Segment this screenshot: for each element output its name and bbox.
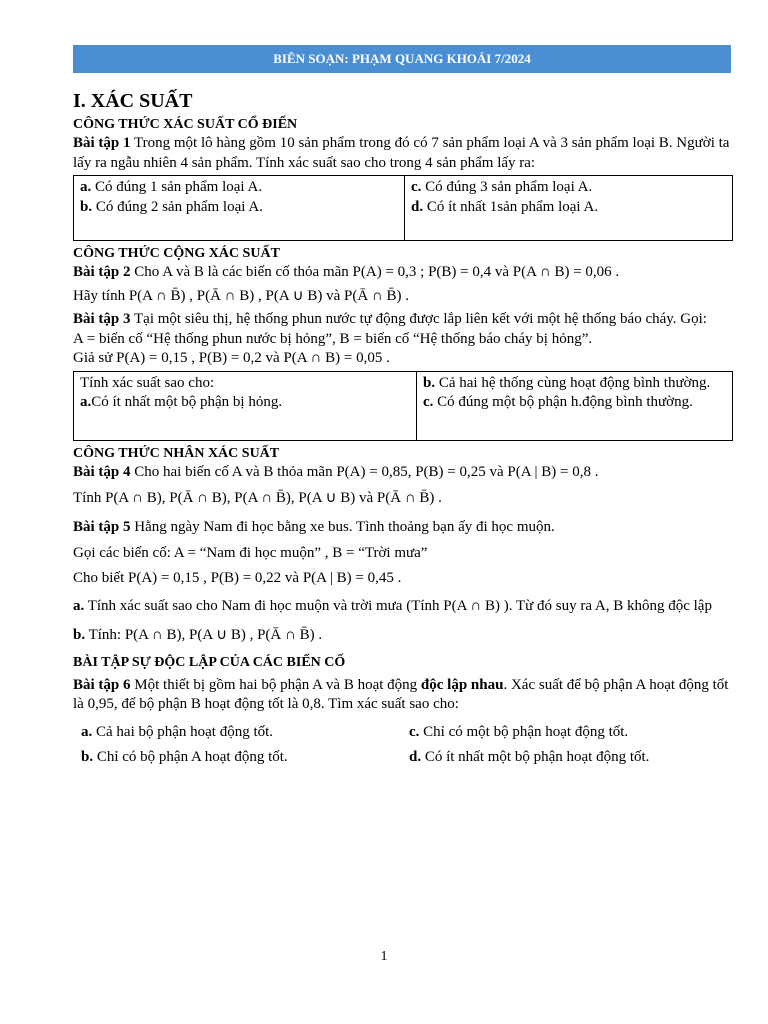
exercise-6-text-pre: Một thiết bị gồm hai bộ phận A và B hoạt động xyxy=(130,676,421,693)
exercise-6-text-post: . Xác suất để bộ phận A hoạt động tốt là 0,95, để bộ phận B hoạt động tốt là 0,8. Tìm xác suất sao cho: xyxy=(73,676,729,713)
exercise-2-text: Cho A và B là các biến cố thỏa mãn P(A) = 0,3 ; P(B) = 0,4 và P(A ∩ B) = 0,06 . xyxy=(130,264,620,281)
exercise-3-text: Tại một siêu thị, hệ thống phun nước tự động được lắp liên kết với một hệ thống báo cháy. Gọi: xyxy=(130,311,707,328)
section-title: I. XÁC SUẤT xyxy=(73,90,193,112)
exercise-2-line-2: Hãy tính P(A ∩ B̄) , P(Ā ∩ B) , P(A ∪ B) và P(Ā ∩ B̄) . xyxy=(73,287,409,304)
part-b-label: b. xyxy=(73,627,86,644)
exercise-3-events: A = biến cố “Hệ thống phun nước bị hỏng”, B = biến cố “Hệ thống báo cháy bị hỏng”. xyxy=(73,330,593,347)
page-number: 1 xyxy=(380,949,388,964)
option-a-text: Có đúng 1 sản phẩm loại A. xyxy=(91,179,263,196)
option-b-label: b. xyxy=(423,374,436,391)
exercise-4-line-1 xyxy=(73,463,733,483)
options-intro: Tính xác suất sao cho: xyxy=(80,374,215,391)
options-left xyxy=(81,723,409,774)
option-c-label: c. xyxy=(423,394,434,411)
exercise-5 xyxy=(73,518,733,538)
exercise-5-label: Bài tập 5 xyxy=(73,519,131,536)
option-a-text: Cả hai bộ phận hoạt động tốt. xyxy=(92,723,274,740)
option-d-label: d. xyxy=(411,198,424,215)
exercise-3-label: Bài tập 3 xyxy=(73,311,131,328)
options-right xyxy=(404,176,604,240)
exercise-6-label: Bài tập 6 xyxy=(73,676,131,693)
exercise-1 xyxy=(73,134,733,173)
options-left xyxy=(74,372,416,440)
exercise-3-options-box xyxy=(73,371,733,441)
option-d-text: Có ít nhất 1sản phẩm loại A. xyxy=(423,198,599,215)
part-b-text: Tính: P(A ∩ B), P(A ∪ B) , P(Ā ∩ B̄) . xyxy=(85,627,323,644)
exercise-1-options-box xyxy=(73,175,733,241)
exercise-2-label: Bài tập 2 xyxy=(73,264,131,281)
heading-independence: BÀI TẬP SỰ ĐỘC LẬP CỦA CÁC BIẾN CỐ xyxy=(73,654,346,670)
exercise-4-line-2: Tính P(A ∩ B), P(Ā ∩ B), P(A ∩ B̄), P(A ∪ B) và P(Ā ∩ B̄) . xyxy=(73,489,442,506)
exercise-3 xyxy=(73,310,733,330)
exercise-5-text: Hằng ngày Nam đi học bằng xe bus. Tình thoảng bạn ấy đi học muộn. xyxy=(130,519,555,536)
option-a-label: a. xyxy=(80,179,92,196)
option-c-text: Có đúng một bộ phận h.động bình thường. xyxy=(433,394,693,411)
option-c-label: c. xyxy=(409,723,420,740)
exercise-5-part-a xyxy=(73,597,733,617)
option-c-label: c. xyxy=(411,179,422,196)
options-right xyxy=(416,372,716,440)
option-b-label: b. xyxy=(81,749,94,766)
option-a-text: Có ít nhất một bộ phận bị hỏng. xyxy=(91,394,283,411)
exercise-6 xyxy=(73,676,733,715)
option-b-label: b. xyxy=(80,198,93,215)
exercise-4-text: Cho hai biến cố A và B thỏa mãn P(A) = 0,85, P(B) = 0,25 và P(A | B) = 0,8 . xyxy=(130,464,599,481)
option-c-text: Có đúng 3 sản phẩm loại A. xyxy=(421,179,593,196)
exercise-1-label: Bài tập 1 xyxy=(73,135,131,152)
part-a-label: a. xyxy=(73,597,85,614)
heading-classical-probability: CÔNG THỨC XÁC SUẤT CỔ ĐIỂN xyxy=(73,117,298,132)
option-c-text: Chỉ có một bộ phận hoạt động tốt. xyxy=(419,723,629,740)
exercise-6-options xyxy=(73,723,733,774)
part-a-text: Tính xác suất sao cho Nam đi học muộn và trời mưa (Tính P(A ∩ B) ). Từ đó suy ra A, B không độc lập xyxy=(84,597,712,614)
heading-addition-rule: CÔNG THỨC CỘNG XÁC SUẤT xyxy=(73,246,280,262)
exercise-4-label: Bài tập 4 xyxy=(73,464,131,481)
option-b-text: Có đúng 2 sản phẩm loại A. xyxy=(92,198,263,215)
heading-multiplication-rule: CÔNG THỨC NHÂN XÁC SUẤT xyxy=(73,445,280,461)
document-body xyxy=(73,88,733,774)
option-d-text: Có ít nhất một bộ phận hoạt động tốt. xyxy=(421,749,650,766)
options-left xyxy=(74,176,404,240)
exercise-3-given: Giả sử P(A) = 0,15 , P(B) = 0,2 và P(A ∩ B) = 0,05 . xyxy=(73,350,390,367)
exercise-2-line-1 xyxy=(73,263,733,283)
exercise-5-part-b xyxy=(73,626,733,646)
exercise-6-bold: độc lập nhau xyxy=(420,676,504,693)
option-b-text: Cả hai hệ thống cùng hoạt động bình thường. xyxy=(435,374,711,391)
option-d-label: d. xyxy=(409,749,422,766)
option-a-label: a. xyxy=(80,394,92,411)
option-b-text: Chỉ có bộ phận A hoạt động tốt. xyxy=(93,749,288,766)
options-right xyxy=(409,723,649,774)
option-a-label: a. xyxy=(81,723,93,740)
exercise-5-events: Gọi các biến cố: A = “Nam đi học muộn” , B = “Trời mưa” xyxy=(73,544,428,561)
exercise-5-given: Cho biết P(A) = 0,15 , P(B) = 0,22 và P(A | B) = 0,45 . xyxy=(73,570,402,587)
header-banner: BIÊN SOẠN: PHẠM QUANG KHOÁI 7/2024 xyxy=(73,45,731,73)
exercise-1-text: Trong một lô hàng gồm 10 sản phẩm trong đó có 7 sản phẩm loại A và 3 sản phẩm loại B. Người ta lấy ra ngẫu nhiên 4 sản phẩm. Tính xác suất sao cho trong 4 sản phẩm lấy ra: xyxy=(73,135,730,171)
